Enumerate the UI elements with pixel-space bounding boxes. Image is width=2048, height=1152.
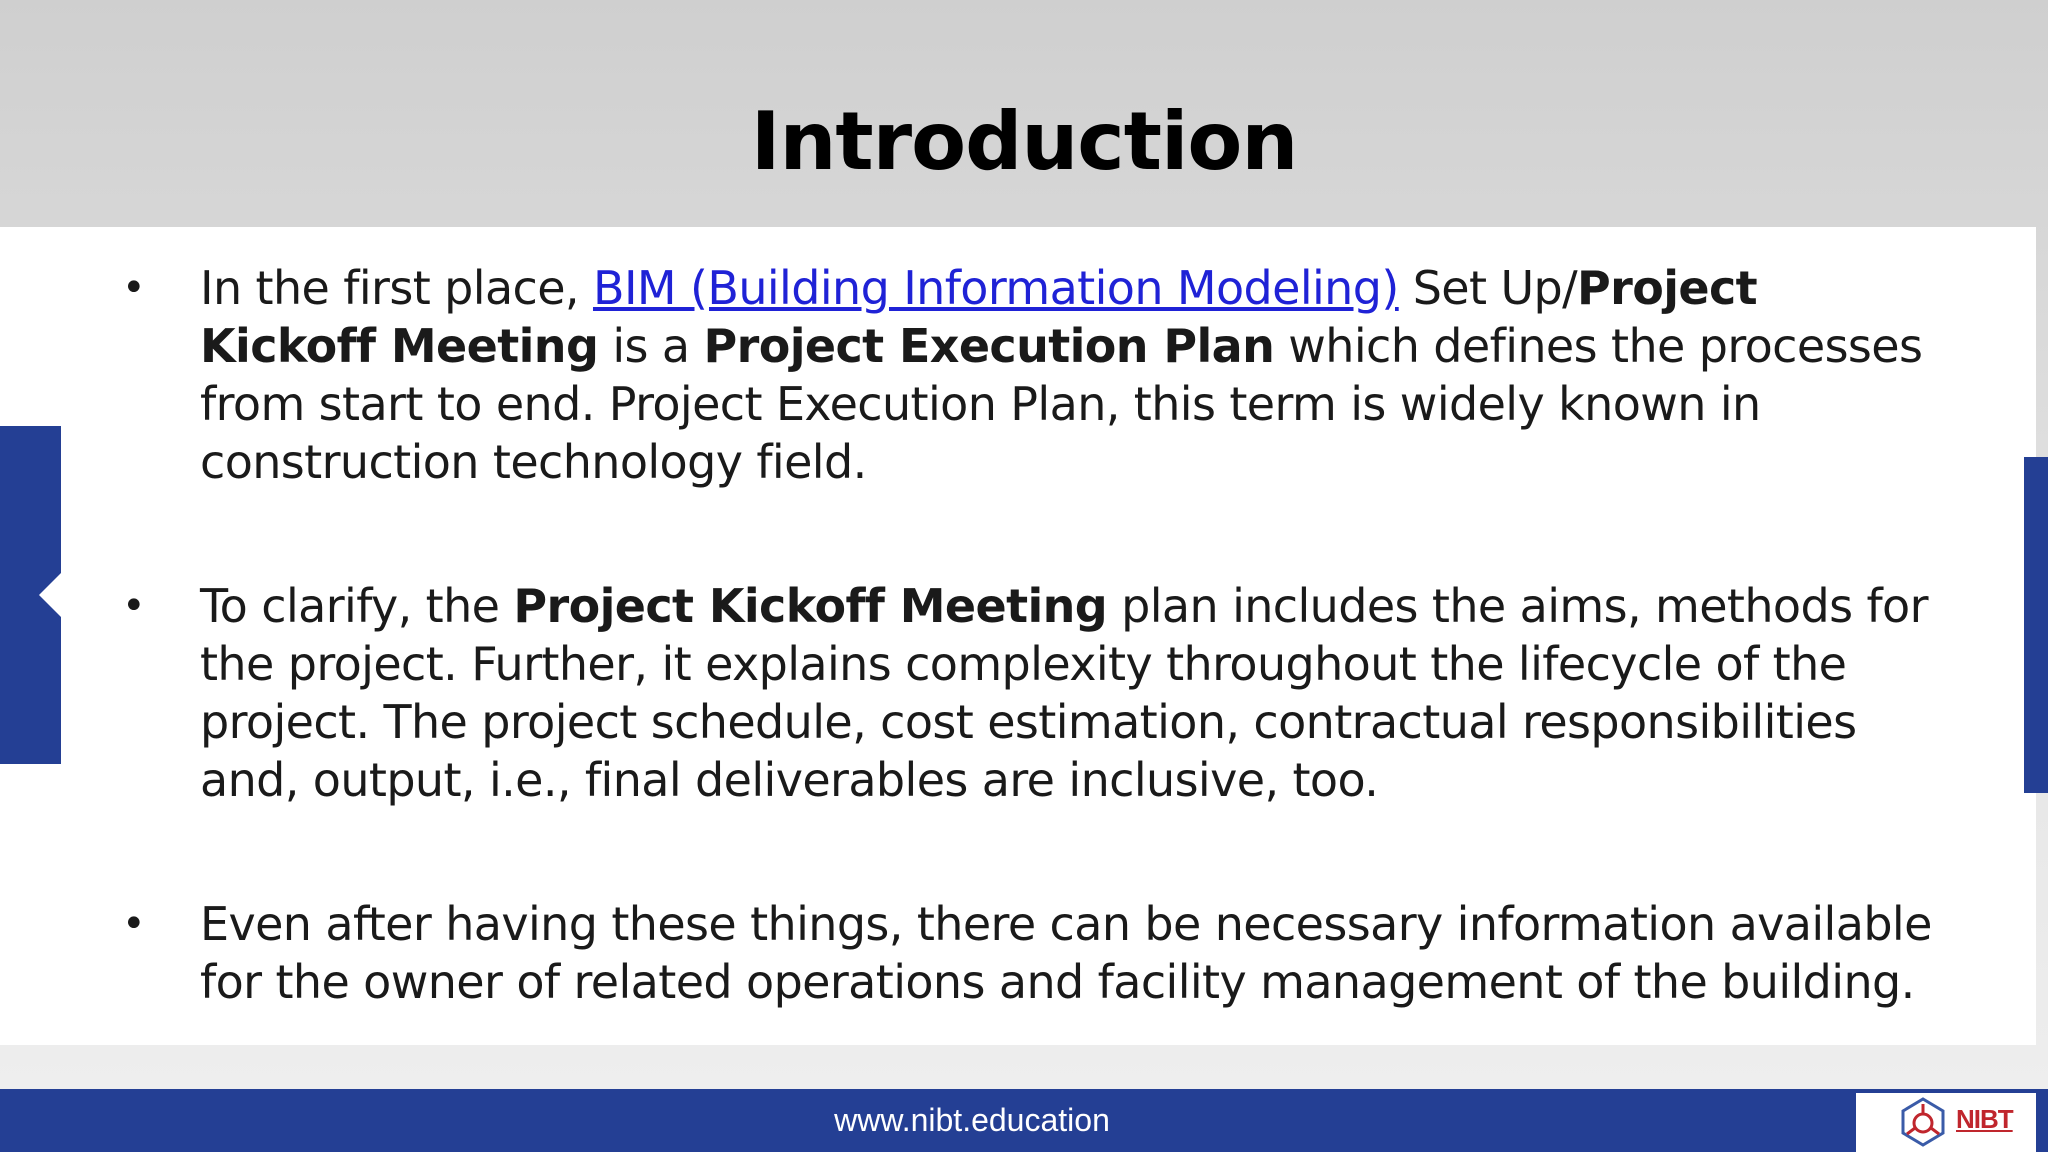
bullet-2-text-b: plan includes the aims, methods for the project. Further, it explains complexity throughout the lifecycle of the project. The project schedule, cost estimation, contractual responsibilities and, output, i.e., final deliverables are inclusive, too. — [200, 579, 1928, 807]
right-accent-tab — [2024, 457, 2048, 793]
bullet-1-text-a: In the first place, — [200, 261, 593, 315]
bullet-3-text-a: Even after having these things, there can be necessary information available for the owner of related operations and facility management of the building. — [200, 897, 1932, 1009]
footer-url[interactable]: www.nibt.education — [834, 1102, 1110, 1138]
bullet-1-bold-b: Project Execution Plan — [703, 319, 1275, 373]
bullet-2-text-a: To clarify, the — [200, 579, 514, 633]
bullet-1-text-c: is a — [598, 319, 704, 373]
bullet-dot: • — [122, 265, 146, 311]
bullet-dot: • — [122, 583, 146, 629]
slide-title: Introduction — [750, 95, 1298, 188]
bullet-2-bold-a: Project Kickoff Meeting — [513, 579, 1108, 633]
bullet-1-bold-a: Project Kickoff Meeting — [200, 261, 1758, 373]
bim-link[interactable]: BIM (Building Information Modeling) — [592, 261, 1399, 315]
bullet-1-text-d: which defines the processes from start to end. Project Execution Plan, this term is widely known in construction technology field. — [200, 319, 1923, 489]
left-tab-notch — [39, 573, 61, 617]
nibt-logo-icon — [1898, 1096, 1948, 1148]
bullet-item-3 — [200, 895, 1940, 1011]
bullet-dot: • — [122, 901, 146, 947]
bullet-1-text-b: Set Up/ — [1398, 261, 1578, 315]
bullet-item-2 — [200, 577, 1940, 809]
logo-text: NIBT — [1956, 1104, 2013, 1134]
bullet-item-1 — [200, 259, 1940, 491]
